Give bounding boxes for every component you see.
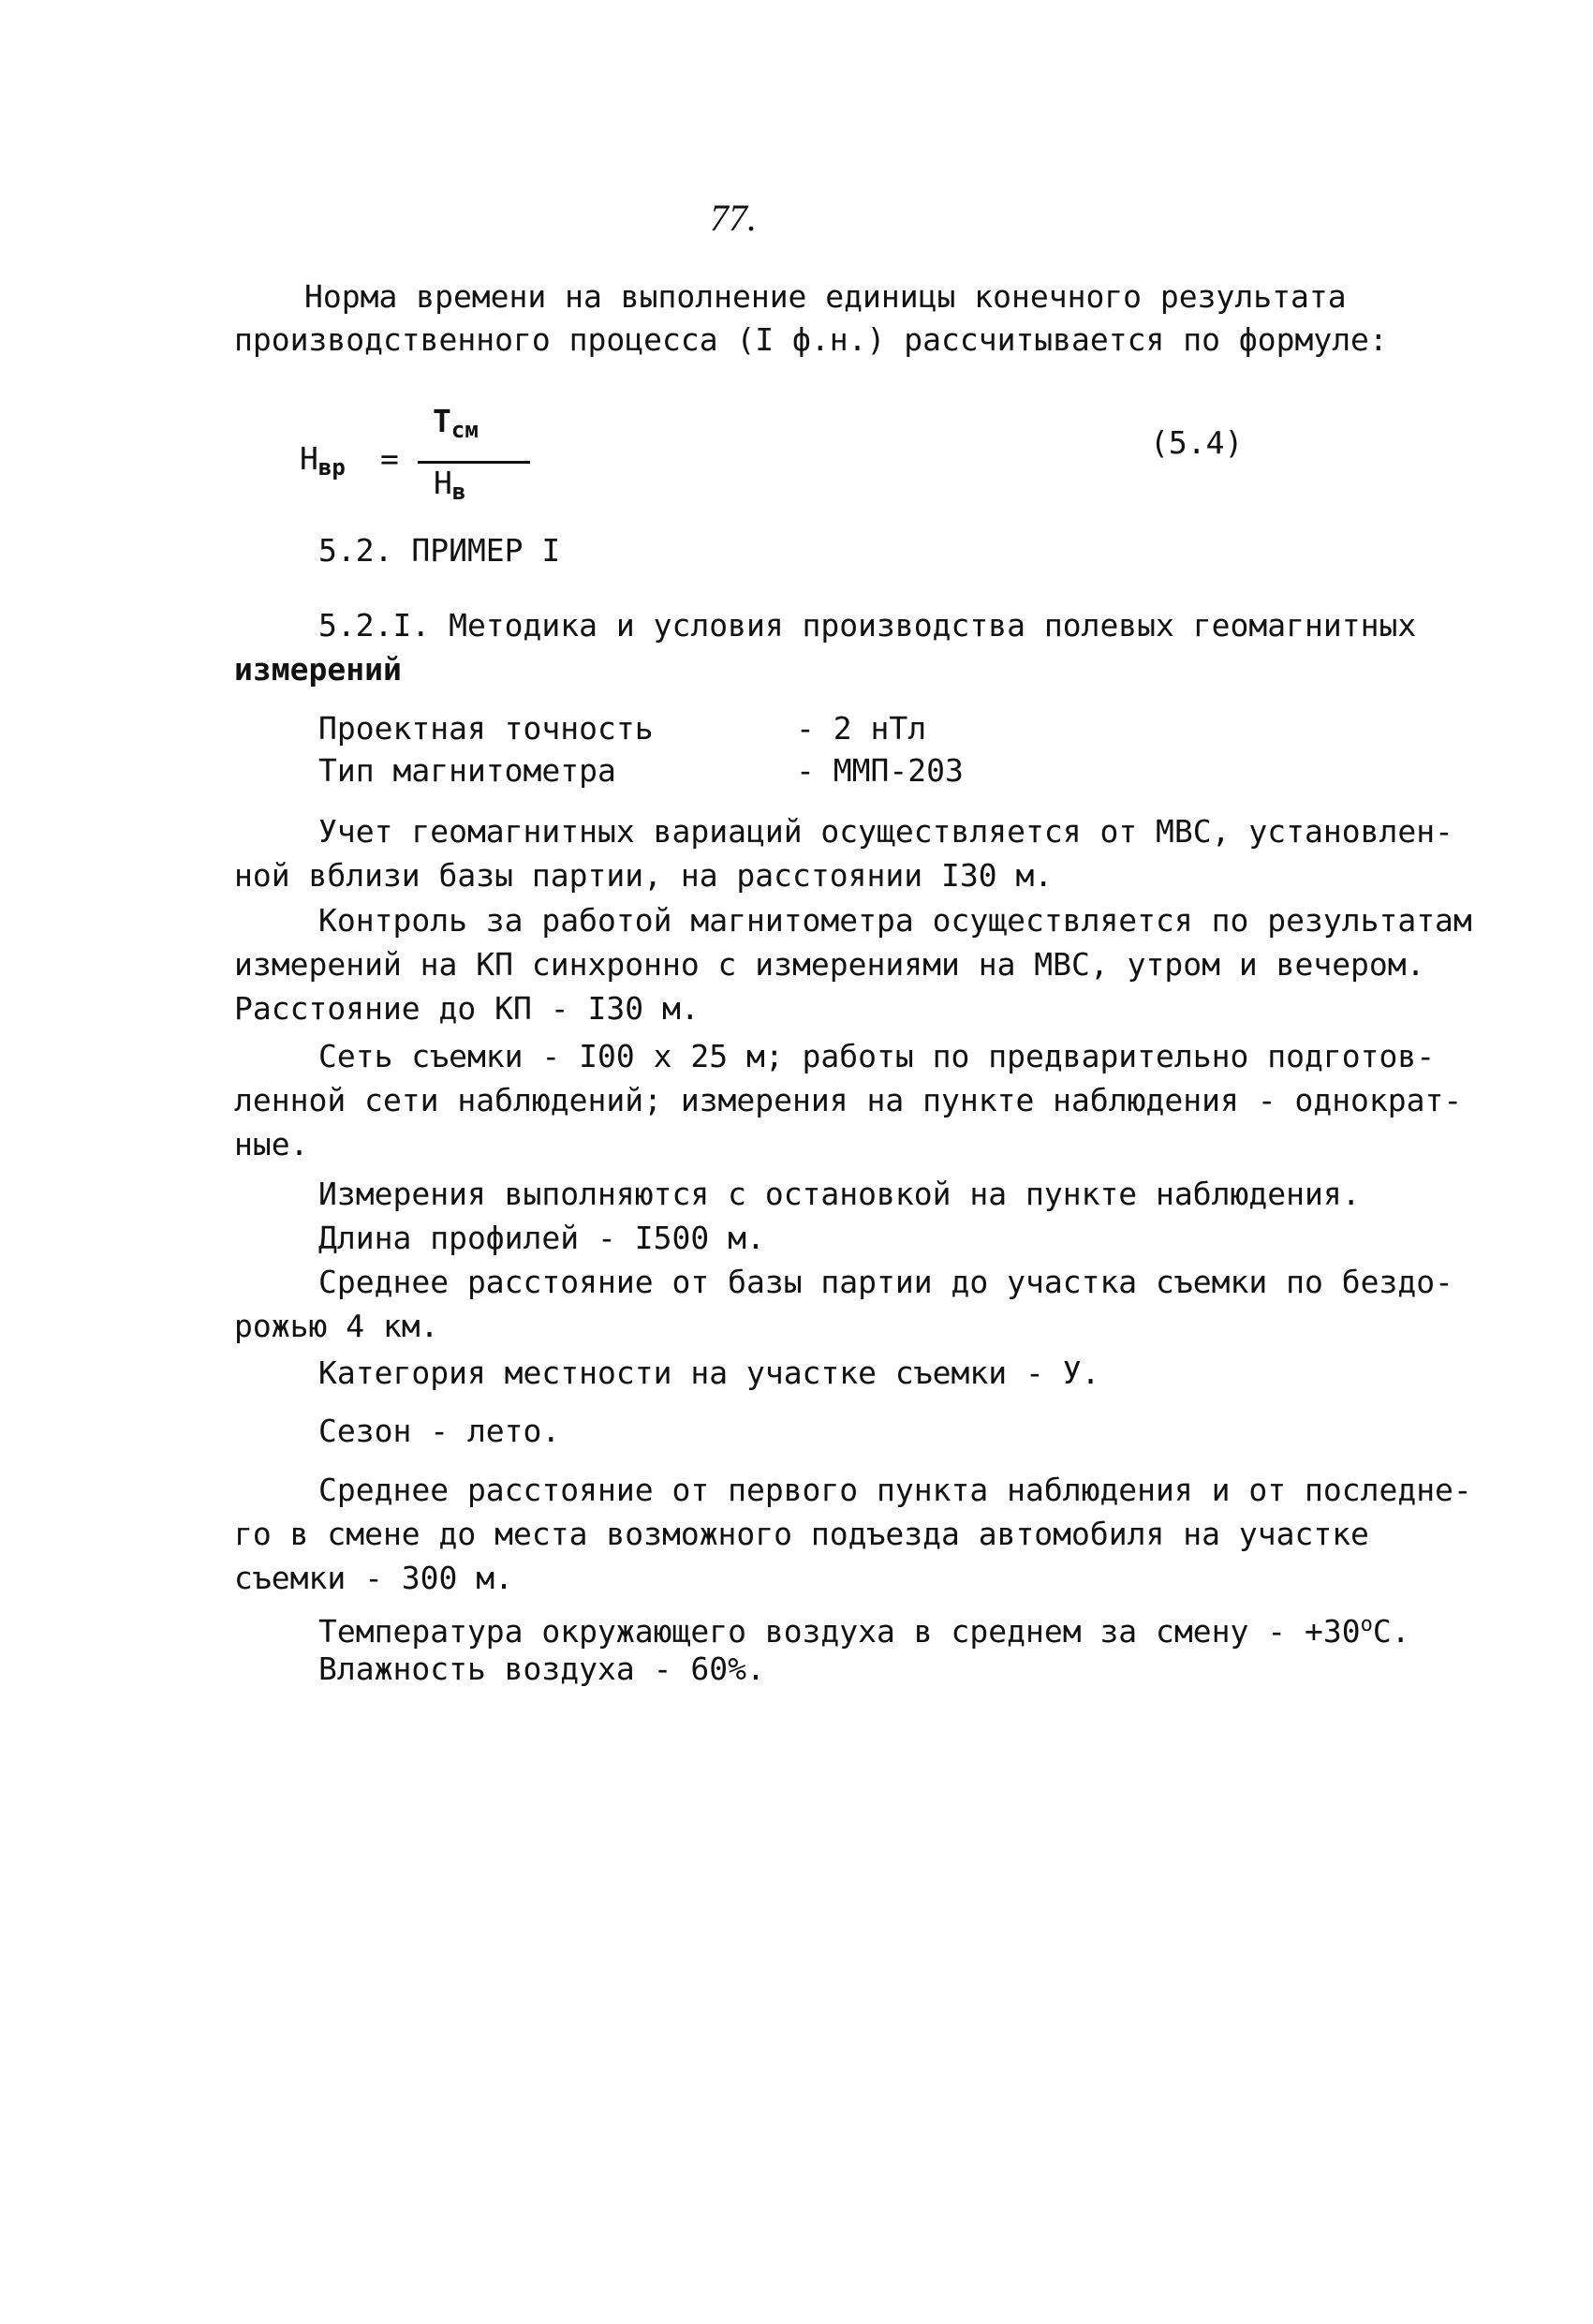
paragraph-3-line-3: ные. <box>234 1126 309 1162</box>
section-title: 5.2. ПРИМЕР I <box>318 532 561 569</box>
paragraph-2-line-2: измерений на КП синхронно с измерениями на МВС, утром и вечером. <box>234 946 1425 983</box>
formula-5-4 <box>300 403 524 525</box>
paragraph-6-line-1: Среднее расстояние от базы партии до участка съемки по бездо- <box>318 1264 1453 1300</box>
spec-label-accuracy: Проектная точность <box>318 710 654 747</box>
paragraph-2-line-3: Расстояние до КП - I30 м. <box>234 990 700 1027</box>
paragraph-2-line-1: Контроль за работой магнитометра осуществляется по результатам <box>318 902 1472 939</box>
equation-number: (5.4) <box>1150 424 1244 461</box>
spec-value-accuracy: - 2 нТл <box>796 710 927 747</box>
intro-line-1: Норма времени на выполнение единицы конечного результата <box>304 278 1347 315</box>
formula-num-main: Т <box>433 403 451 439</box>
paragraph-3-line-1: Сеть съемки - I00 х 25 м; работы по предварительно подготов- <box>318 1038 1436 1074</box>
formula-den-sub: в <box>451 479 466 505</box>
degree-sign: о <box>1360 1613 1373 1636</box>
paragraph-9-line-1: Среднее расстояние от первого пункта наблюдения и от последне- <box>318 1472 1472 1508</box>
paragraph-10 <box>318 1604 1410 1653</box>
paragraph-4: Измерения выполняются с остановкой на пункте наблюдения. <box>318 1176 1361 1212</box>
page-number: 77. <box>710 197 757 239</box>
paragraph-8: Сезон - лето. <box>318 1413 561 1449</box>
fraction-bar <box>418 461 530 464</box>
formula-lhs-main: Н <box>300 440 318 477</box>
subsection-line-2: измерений <box>234 651 402 688</box>
paragraph-6-line-2: рожью 4 км. <box>234 1308 439 1344</box>
subsection-line-1: 5.2.I. Методика и условия производства полевых геомагнитных <box>318 607 1417 644</box>
intro-line-2: производственного процесса (I ф.н.) рассчитывается по формуле: <box>234 321 1388 358</box>
paragraph-9-line-2: го в смене до места возможного подъезда автомобиля на участке <box>234 1516 1369 1552</box>
paragraph-3-line-2: ленной сети наблюдений; измерения на пункте наблюдения - однократ- <box>234 1082 1463 1118</box>
paragraph-1-line-2: ной вблизи базы партии, на расстоянии I30 м. <box>234 857 1054 894</box>
formula-equals: = <box>380 440 399 477</box>
paragraph-9-line-3: съемки - 300 м. <box>234 1560 514 1596</box>
temperature-unit: С. <box>1372 1613 1410 1650</box>
paragraph-11: Влажность воздуха - 60%. <box>318 1650 765 1687</box>
formula-num-sub: см <box>450 417 479 443</box>
paragraph-7: Категория местности на участке съемки - У. <box>318 1354 1100 1391</box>
formula-numerator <box>433 403 479 443</box>
formula-lhs <box>300 440 346 481</box>
temperature-text: Температура окружающего воздуха в среднем за смену - +30 <box>318 1613 1361 1650</box>
formula-lhs-sub: вр <box>317 454 346 481</box>
formula-denominator <box>434 465 465 505</box>
spec-label-magnetometer: Тип магнитометра <box>318 752 616 789</box>
formula-den-main: Н <box>434 465 452 501</box>
paragraph-5: Длина профилей - I500 м. <box>318 1220 765 1256</box>
paragraph-1-line-1: Учет геомагнитных вариаций осуществляется от МВС, установлен- <box>318 813 1453 850</box>
spec-value-magnetometer: - ММП-203 <box>796 752 964 789</box>
